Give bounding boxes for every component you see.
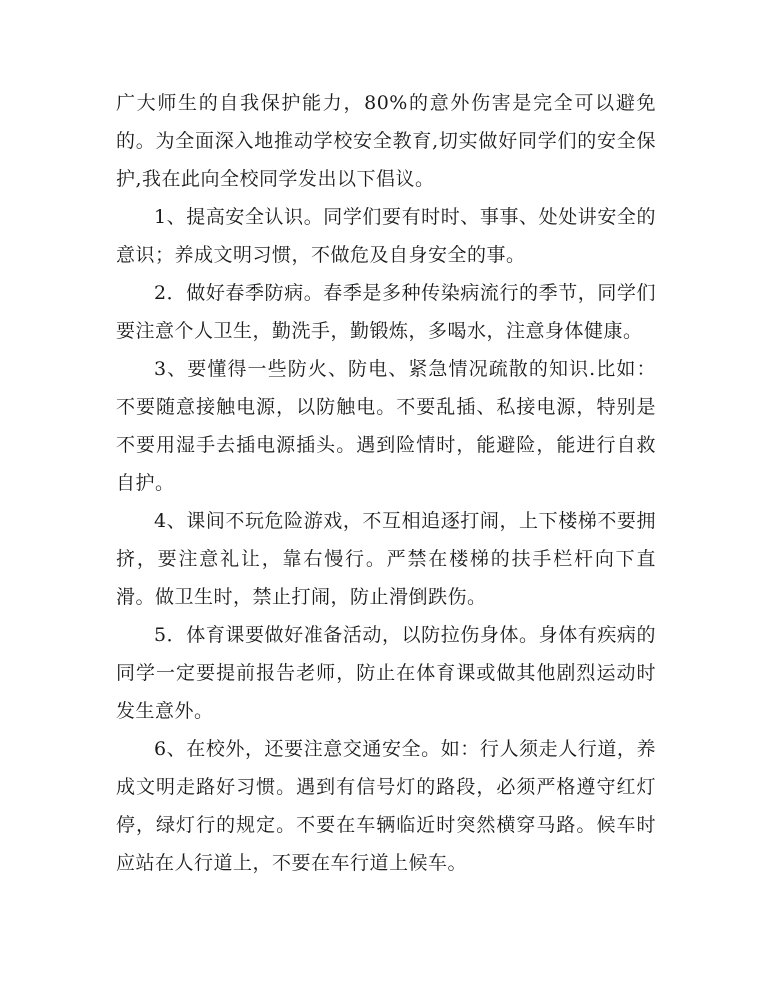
document-body <box>116 84 656 882</box>
paragraph-item-4: 4、课间不玩危险游戏，不互相追逐打闹，上下楼梯不要拥挤，要注意礼让，靠右慢行。严禁在楼梯的扶手栏杆向下直滑。做卫生时，禁止打闹，防止滑倒跌伤。 <box>116 510 656 608</box>
paragraph-item-2: 2．做好春季防病。春季是多种传染病流行的季节，同学们要注意个人卫生，勤洗手，勤锻炼，多喝水，注意身体健康。 <box>116 282 656 342</box>
paragraph-item-5: 5．体育课要做好准备活动，以防拉伤身体。身体有疾病的同学一定要提前报告老师，防止在体育课或做其他剧烈运动时发生意外。 <box>116 624 656 722</box>
paragraph-intro: 广大师生的自我保护能力，80%的意外伤害是完全可以避免的。为全面深入地推动学校安全教育,切实做好同学们的安全保护,我在此向全校同学发出以下倡议。 <box>116 92 656 190</box>
paragraph-item-1: 1、提高安全认识。同学们要有时时、事事、处处讲安全的意识；养成文明习惯，不做危及自身安全的事。 <box>116 206 656 266</box>
paragraph-item-3: 3、要懂得一些防火、防电、紧急情况疏散的知识.比如：不要随意接触电源，以防触电。不要乱插、私接电源，特别是不要用湿手去插电源插头。遇到险情时，能避险，能进行自救自护。 <box>116 358 656 494</box>
paragraph-item-6: 6、在校外，还要注意交通安全。如：行人须走人行道，养成文明走路好习惯。遇到有信号灯的路段，必须严格遵守红灯停，绿灯行的规定。不要在车辆临近时突然横穿马路。候车时应站在人行道上，不要在车行道上候车。 <box>116 738 656 874</box>
